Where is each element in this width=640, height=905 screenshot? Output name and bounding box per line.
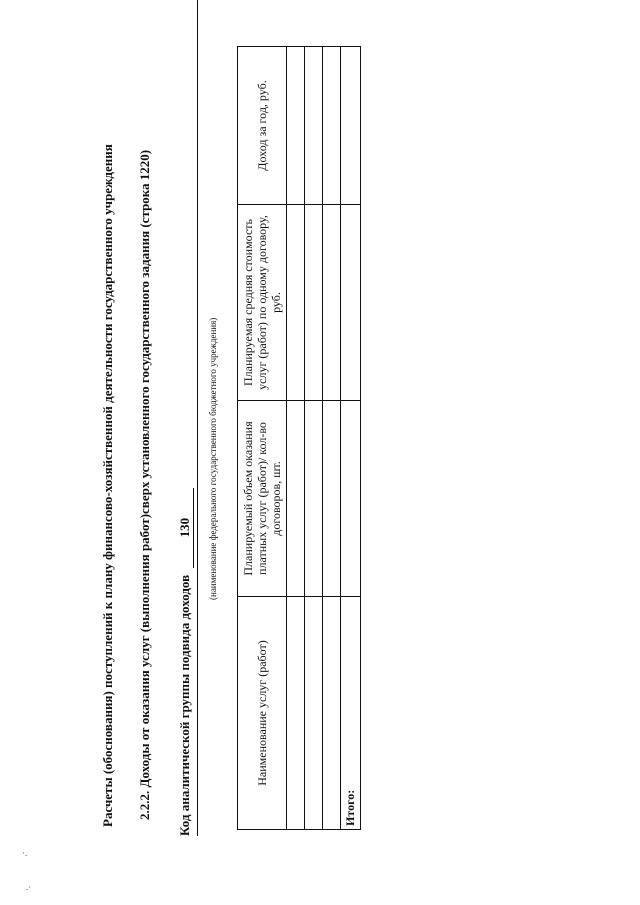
institution-name-line: [197, 0, 198, 836]
institution-caption: (наименование федерального государственного бюджетного учреждения): [208, 317, 218, 600]
table-row: [323, 47, 341, 830]
table-cell: [305, 597, 323, 830]
table-cell: [323, 401, 341, 597]
table-cell: [341, 47, 361, 205]
analytic-code-label: Код аналитической группы подвида доходов: [177, 574, 192, 836]
table-cell: [287, 205, 305, 401]
header-planned-volume: Планируемый объем оказания платных услуг (работ)/ кол-во договоров, шт.: [238, 401, 287, 597]
table-cell: [287, 597, 305, 830]
table-cell: [305, 47, 323, 205]
table-cell: [305, 205, 323, 401]
header-service-name: Наименование услуг (работ): [238, 597, 287, 830]
table-cell: [341, 401, 361, 597]
scan-speck: ·.: [22, 848, 28, 858]
scan-speck: .·: [26, 882, 32, 892]
analytic-code-value: 130: [177, 488, 194, 568]
section-title: 2.2.2. Доходы от оказания услуг (выполнения работ)сверх установленного государственного задания (строка 1220): [137, 149, 152, 820]
table-cell: [323, 205, 341, 401]
table-cell: [323, 597, 341, 830]
total-label: Итого:: [341, 597, 361, 830]
header-annual-income: Доход за год, руб.: [238, 47, 287, 205]
table-row: [287, 47, 305, 830]
header-average-cost: Планируемая средняя стоимость услуг (работ) по одному договору, руб.: [238, 205, 287, 401]
table-cell: [287, 401, 305, 597]
table-header-row: [238, 47, 287, 830]
table-row: [305, 47, 323, 830]
table-cell: [323, 47, 341, 205]
income-table: [237, 46, 361, 830]
document-title: Расчеты (обоснования) поступлений к плану финансово-хозяйственной деятельности государственного учреждения: [100, 144, 115, 827]
table-total-row: [341, 47, 361, 830]
analytic-code-row: [177, 488, 194, 836]
table-cell: [341, 205, 361, 401]
table-cell: [305, 401, 323, 597]
table-cell: [287, 47, 305, 205]
